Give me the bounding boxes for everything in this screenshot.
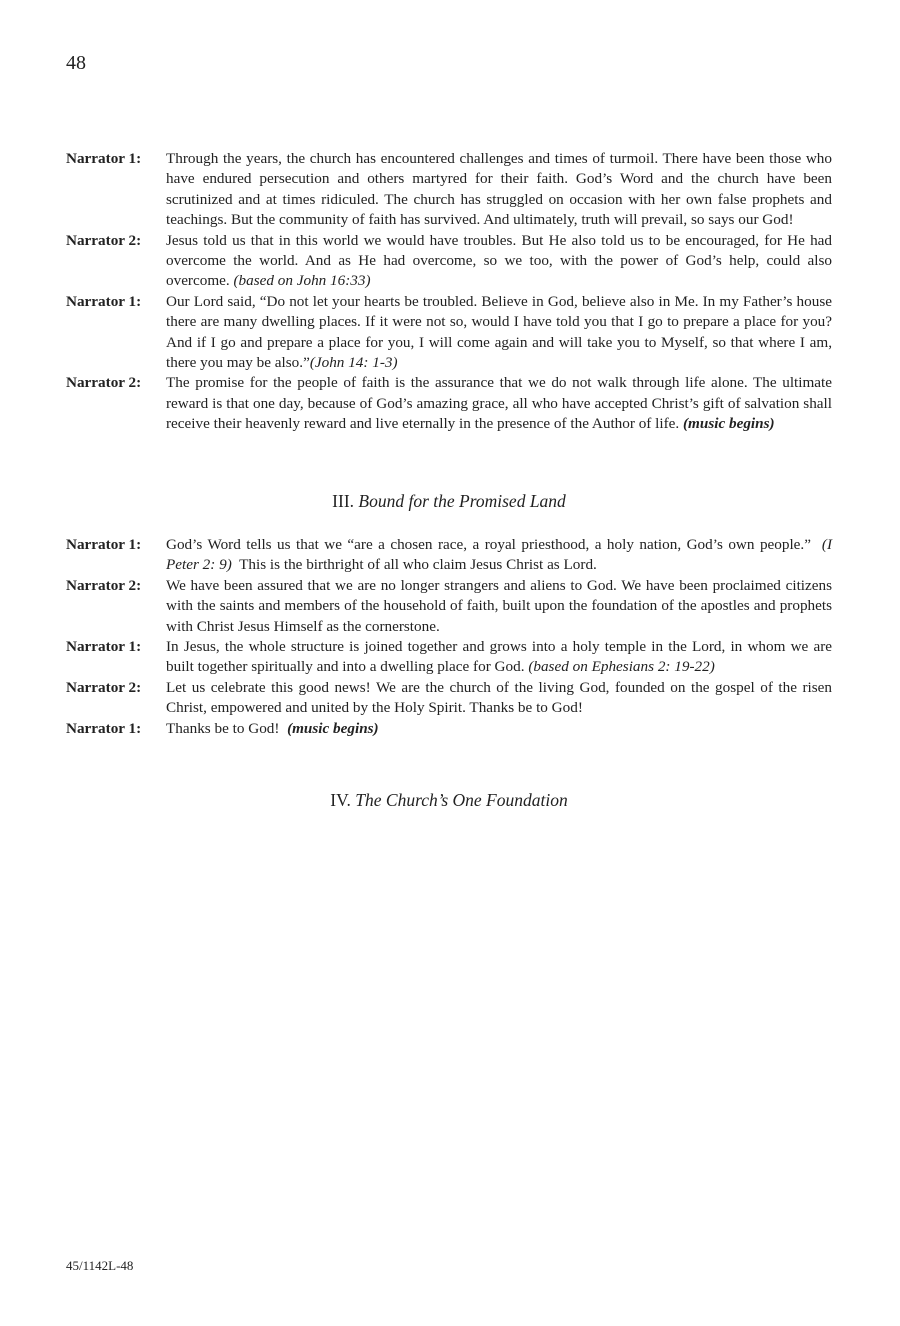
speaker-label: Narrator 1: bbox=[66, 536, 142, 553]
speaker-label: Narrator 1: bbox=[66, 638, 142, 656]
narration-entry bbox=[66, 678, 832, 719]
speaker-label: Narrator 1: bbox=[66, 150, 142, 167]
narration-entry bbox=[66, 231, 832, 292]
scripture-citation: (John 14: 1-3) bbox=[309, 354, 398, 372]
section-numeral: III. bbox=[332, 491, 355, 511]
narration-text: Jesus told us that in this world we would have troubles. But He also told us to be encouraged, for He had overcome the world. And as He had overcome, so we too, with the power of God’s help, could also overcome. (based on John 16:33) bbox=[166, 231, 832, 290]
narration-text: Thanks be to God! (music begins) bbox=[166, 719, 379, 737]
narration-entry bbox=[66, 149, 832, 231]
narration-block-2 bbox=[66, 535, 832, 739]
speaker-label: Narrator 1: bbox=[66, 719, 142, 737]
section-title: The Church’s One Foundation bbox=[355, 790, 568, 810]
narration-entry bbox=[66, 637, 832, 678]
section-heading-iii bbox=[66, 491, 832, 512]
narration-entry bbox=[66, 576, 832, 637]
section-heading-iv bbox=[66, 790, 832, 811]
section-title: Bound for the Promised Land bbox=[358, 491, 566, 511]
section-numeral: IV. bbox=[330, 790, 351, 810]
speaker-label: Narrator 1: bbox=[66, 292, 142, 310]
page-number: 48 bbox=[66, 52, 86, 74]
narration-text: Let us celebrate this good news! We are the church of the living God, founded on the gospel of the risen Christ, empowered and united by the Holy Spirit. Thanks be to God! bbox=[166, 678, 832, 717]
narration-entry bbox=[66, 719, 832, 739]
narration-entry bbox=[66, 373, 832, 434]
narration-text: Our Lord said, “Do not let your hearts be troubled. Believe in God, believe also in Me. In my Father’s house there are many dwelling places. If it were not so, would I have told you that I go to prepare a place for you? And if I go and prepare a place for you, I will come again and will take you to Myself, so that where I am, there you may be also.”(John 14: 1-3) bbox=[166, 292, 832, 372]
speaker-label: Narrator 2: bbox=[66, 576, 142, 594]
narration-text: The promise for the people of faith is the assurance that we do not walk through life alone. The ultimate reward is that one day, because of God’s amazing grace, all who have accepted Christ’s gift of salvation shall receive their heavenly reward and live eternally in the presence of the Author of life. (music begins) bbox=[166, 374, 832, 433]
catalog-code: 45/1142L-48 bbox=[66, 1258, 134, 1273]
narration-text: God’s Word tells us that we “are a chosen race, a royal priesthood, a holy nation, God’s own people.” (I Peter 2: 9) This is the birthright of all who claim Jesus Christ as Lord. bbox=[166, 536, 833, 574]
narration-entry bbox=[66, 535, 832, 576]
scripture-citation: (based on Ephesians 2: 19-22) bbox=[528, 658, 715, 676]
narration-text: Through the years, the church has encountered challenges and times of turmoil. There have been those who have endured persecution and others martyred for their faith. God’s Word and the church have been scrutinized and at times ridiculed. The church has struggled on occasion with her own false prophets and teachings. But the community of faith has survived. And ultimately, truth will prevail, so says our God! bbox=[166, 150, 832, 229]
speaker-label: Narrator 2: bbox=[66, 678, 142, 696]
speaker-label: Narrator 2: bbox=[66, 231, 142, 249]
music-cue: (music begins) bbox=[683, 415, 775, 433]
narration-text: We have been assured that we are no longer strangers and aliens to God. We have been proclaimed citizens with the saints and members of the household of faith, built upon the foundation of the apostles and prophets with Christ Jesus Himself as the cornerstone. bbox=[166, 576, 832, 635]
scripture-citation: (I Peter 2: 9) bbox=[166, 536, 833, 574]
scripture-citation: (based on John 16:33) bbox=[233, 272, 371, 290]
narration-entry bbox=[66, 292, 832, 374]
music-cue: (music begins) bbox=[287, 719, 379, 737]
speaker-label: Narrator 2: bbox=[66, 374, 142, 392]
narration-block-1 bbox=[66, 149, 832, 435]
narration-text: In Jesus, the whole structure is joined together and grows into a holy temple in the Lord, in whom we are built together spiritually and into a dwelling place for God. (based on Ephesians 2: 19-22) bbox=[166, 638, 832, 676]
